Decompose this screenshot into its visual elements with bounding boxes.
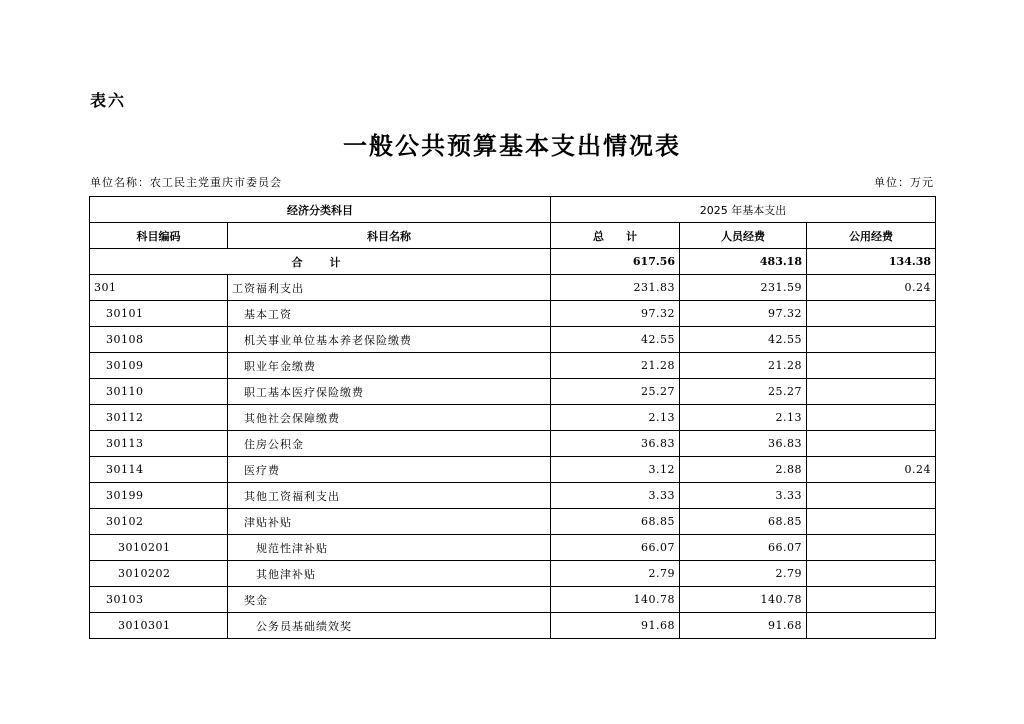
row-total: 91.68 [551, 613, 680, 639]
row-personnel: 2.88 [680, 457, 807, 483]
unit-name: 单位名称：农工民主党重庆市委员会 [90, 176, 282, 189]
table-row [90, 457, 936, 483]
row-name: 职业年金缴费 [228, 353, 551, 379]
row-public [807, 431, 936, 457]
table-row [90, 483, 936, 509]
row-name: 其他社会保障缴费 [228, 405, 551, 431]
row-code: 30101 [90, 301, 228, 327]
row-public: 0.24 [807, 457, 936, 483]
row-name: 工资福利支出 [228, 275, 551, 301]
row-total: 2.79 [551, 561, 680, 587]
row-public [807, 613, 936, 639]
row-public [807, 353, 936, 379]
row-public [807, 327, 936, 353]
total-value: 617.56 [551, 249, 680, 275]
row-total: 36.83 [551, 431, 680, 457]
header-row-columns [90, 223, 936, 249]
table-row [90, 405, 936, 431]
row-name: 其他工资福利支出 [228, 483, 551, 509]
row-name: 公务员基础绩效奖 [228, 613, 551, 639]
table-row [90, 587, 936, 613]
row-personnel: 91.68 [680, 613, 807, 639]
column-header-personnel: 人员经费 [680, 223, 807, 249]
table-row [90, 275, 936, 301]
row-name: 职工基本医疗保险缴费 [228, 379, 551, 405]
total-public: 134.38 [807, 249, 936, 275]
row-personnel: 21.28 [680, 353, 807, 379]
column-header-public: 公用经费 [807, 223, 936, 249]
column-header-code: 科目编码 [90, 223, 228, 249]
row-total: 3.12 [551, 457, 680, 483]
row-code: 30108 [90, 327, 228, 353]
row-personnel: 36.83 [680, 431, 807, 457]
table-row [90, 613, 936, 639]
row-personnel: 42.55 [680, 327, 807, 353]
table-row [90, 509, 936, 535]
column-group-classification: 经济分类科目 [90, 197, 551, 223]
total-personnel: 483.18 [680, 249, 807, 275]
row-public [807, 587, 936, 613]
row-total: 97.32 [551, 301, 680, 327]
table-number: 表六 [90, 91, 127, 110]
row-name: 奖金 [228, 587, 551, 613]
column-header-total: 总 计 [551, 223, 680, 249]
row-code: 301 [90, 275, 228, 301]
row-code: 30113 [90, 431, 228, 457]
row-total: 21.28 [551, 353, 680, 379]
row-public: 0.24 [807, 275, 936, 301]
row-total: 42.55 [551, 327, 680, 353]
row-total: 66.07 [551, 535, 680, 561]
column-header-name: 科目名称 [228, 223, 551, 249]
row-name: 规范性津补贴 [228, 535, 551, 561]
row-public [807, 301, 936, 327]
row-personnel: 231.59 [680, 275, 807, 301]
row-code: 30199 [90, 483, 228, 509]
table-row [90, 561, 936, 587]
table-row [90, 301, 936, 327]
row-personnel: 2.79 [680, 561, 807, 587]
row-personnel: 2.13 [680, 405, 807, 431]
row-public [807, 509, 936, 535]
total-row [90, 249, 936, 275]
row-total: 3.33 [551, 483, 680, 509]
row-code: 3010202 [90, 561, 228, 587]
row-personnel: 68.85 [680, 509, 807, 535]
row-personnel: 25.27 [680, 379, 807, 405]
row-personnel: 66.07 [680, 535, 807, 561]
budget-table [89, 196, 936, 639]
row-code: 3010301 [90, 613, 228, 639]
row-name: 机关事业单位基本养老保险缴费 [228, 327, 551, 353]
page-title: 一般公共预算基本支出情况表 [343, 131, 681, 160]
header-row-group [90, 197, 936, 223]
row-public [807, 483, 936, 509]
row-total: 231.83 [551, 275, 680, 301]
row-total: 140.78 [551, 587, 680, 613]
row-personnel: 3.33 [680, 483, 807, 509]
row-total: 25.27 [551, 379, 680, 405]
row-personnel: 97.32 [680, 301, 807, 327]
table-row [90, 353, 936, 379]
table-row [90, 327, 936, 353]
row-public [807, 405, 936, 431]
row-total: 2.13 [551, 405, 680, 431]
row-code: 30103 [90, 587, 228, 613]
column-group-budget: 2025 年基本支出 [551, 197, 936, 223]
table-row [90, 535, 936, 561]
row-personnel: 140.78 [680, 587, 807, 613]
row-public [807, 561, 936, 587]
row-code: 30102 [90, 509, 228, 535]
total-label: 合 计 [90, 249, 551, 275]
table-row [90, 379, 936, 405]
row-total: 68.85 [551, 509, 680, 535]
row-name: 津贴补贴 [228, 509, 551, 535]
row-public [807, 379, 936, 405]
row-name: 住房公积金 [228, 431, 551, 457]
row-code: 30112 [90, 405, 228, 431]
unit-label: 单位：万元 [874, 176, 934, 189]
row-code: 30109 [90, 353, 228, 379]
row-public [807, 535, 936, 561]
row-name: 基本工资 [228, 301, 551, 327]
row-name: 医疗费 [228, 457, 551, 483]
row-name: 其他津补贴 [228, 561, 551, 587]
row-code: 30114 [90, 457, 228, 483]
row-code: 3010201 [90, 535, 228, 561]
table-row [90, 431, 936, 457]
row-code: 30110 [90, 379, 228, 405]
